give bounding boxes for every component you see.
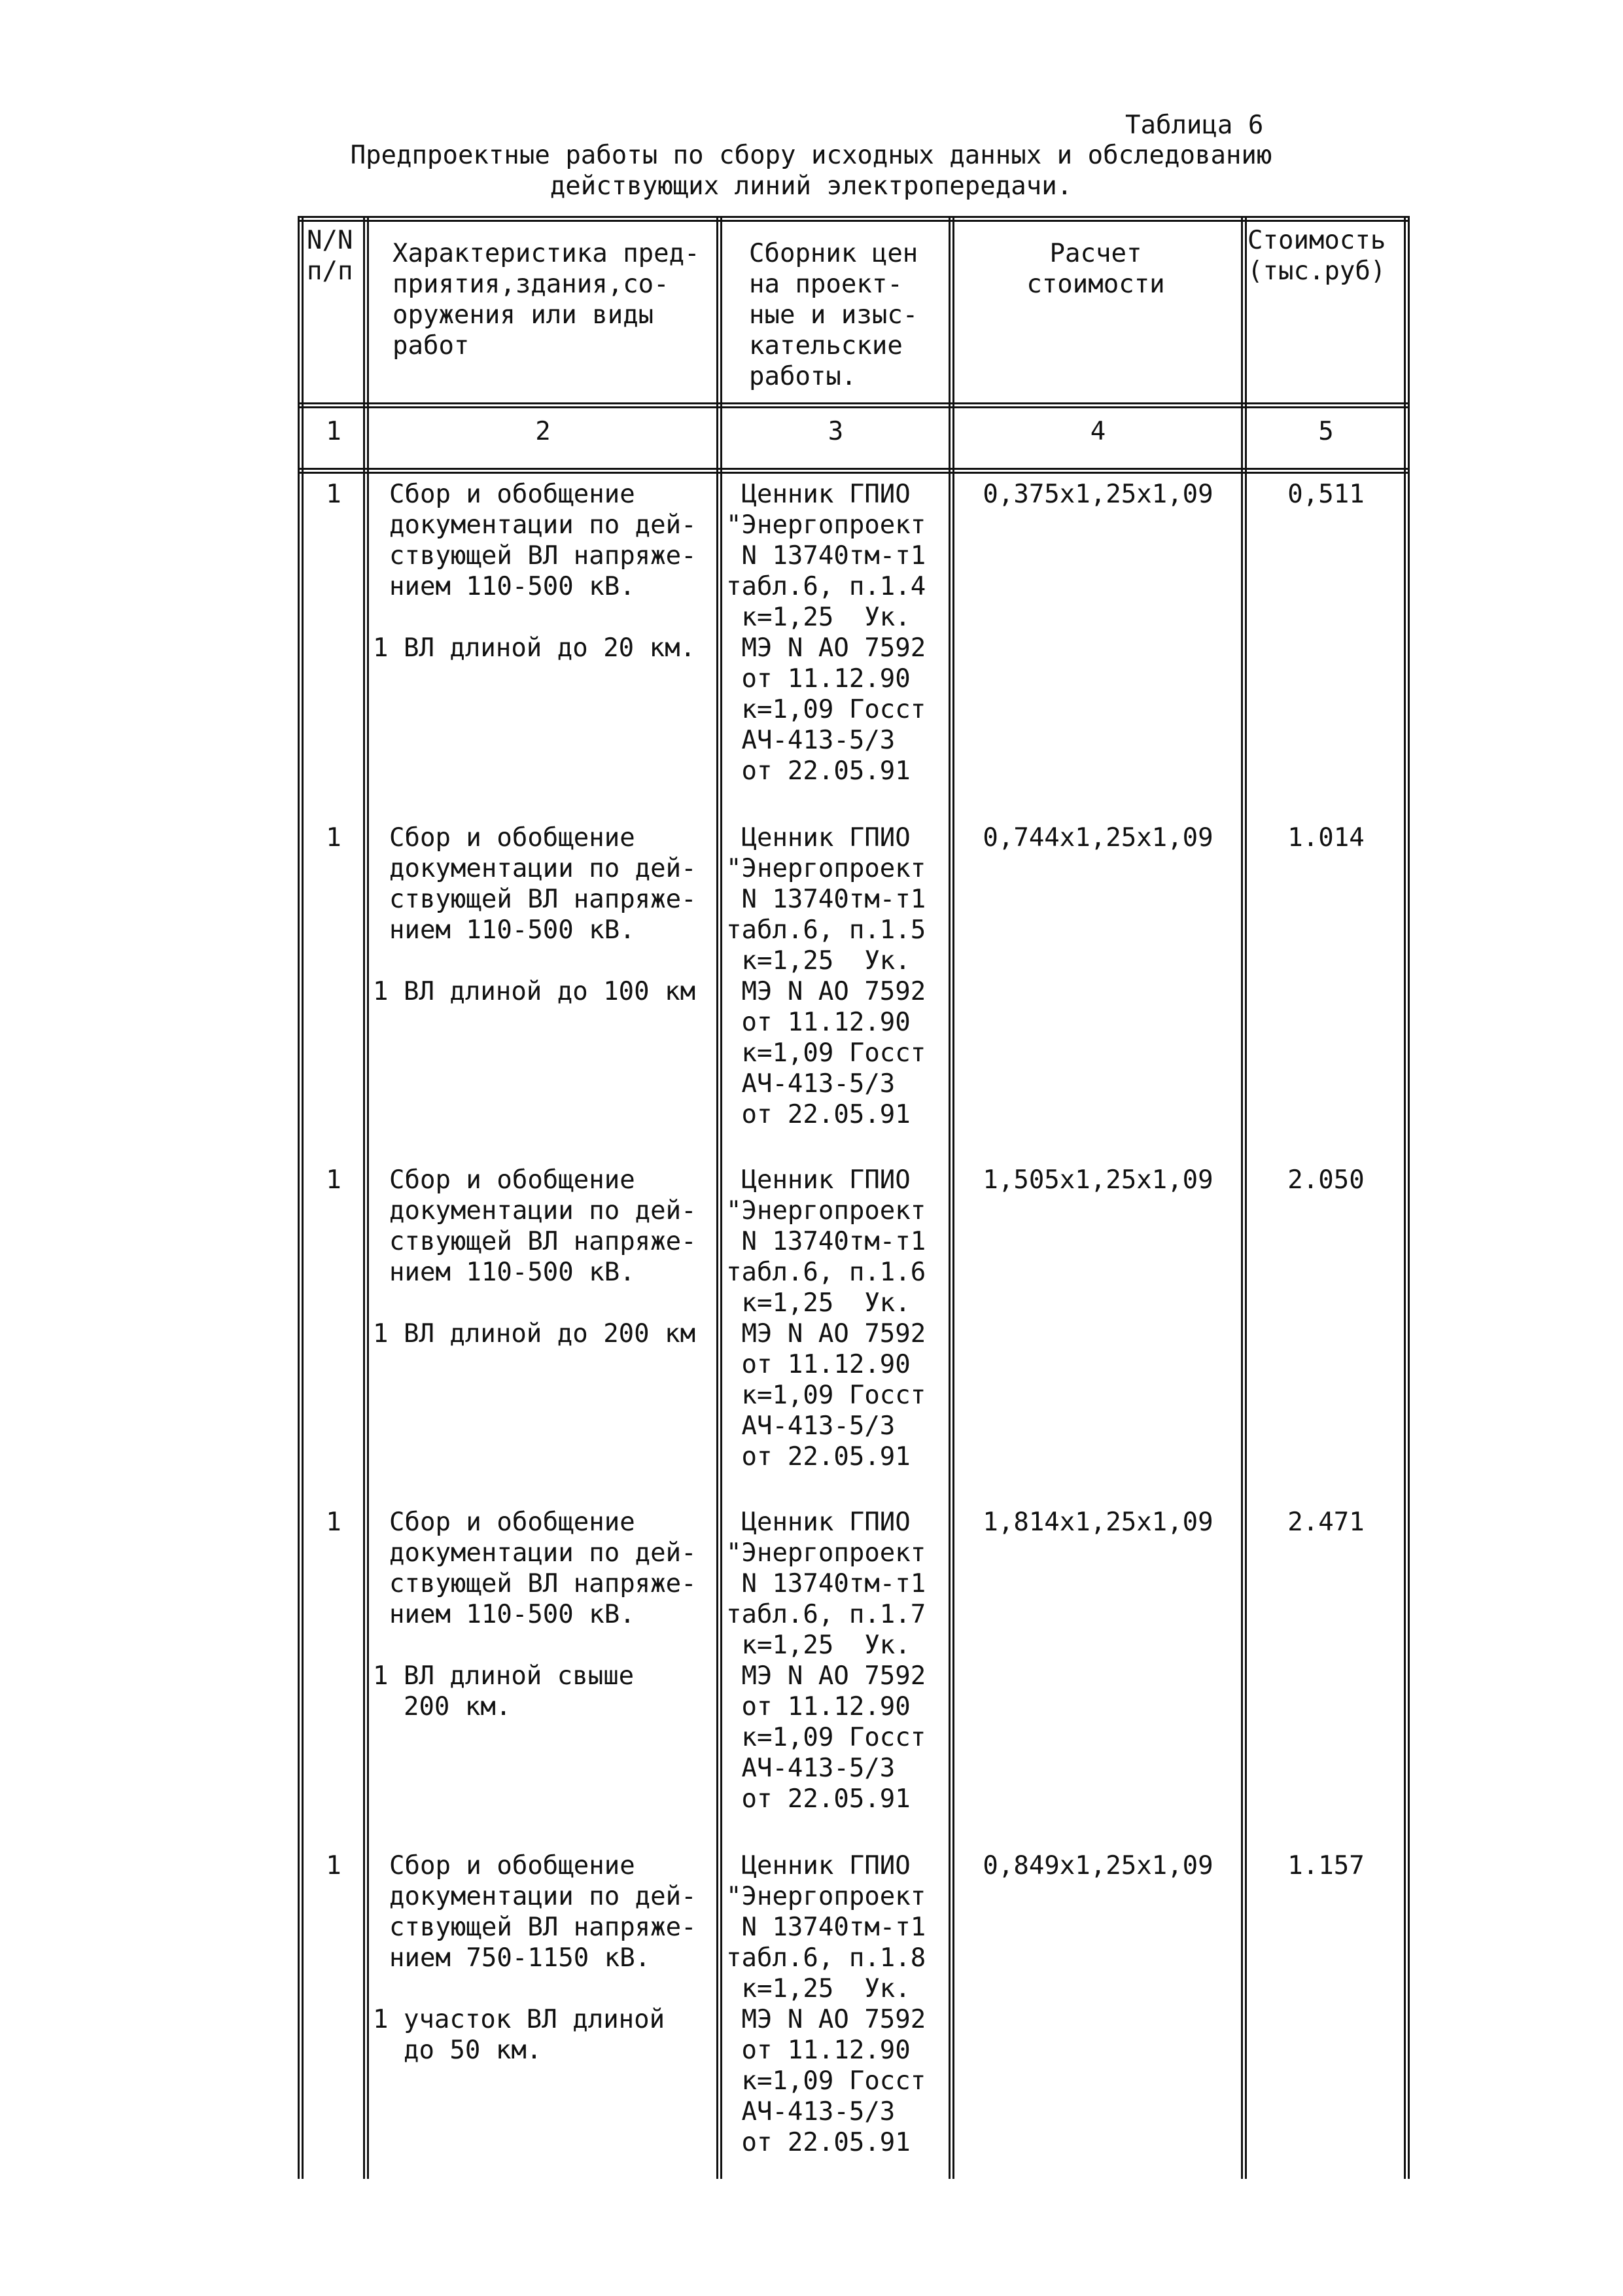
row-source: Ценник ГПИО "Энергопроект N 13740тм-т1 табл.6, п.1.5 к=1,25 Ук. МЭ N АО 7592 от 11.12.90 к=1,09 Госст АЧ-413-5/3 от 22.05.91 [726, 823, 926, 1129]
row-description: Сбор и обобщение документации по дей- ствующей ВЛ напряже- нием 110-500 кВ. [389, 823, 697, 945]
column-number-2: 2 [535, 417, 551, 446]
header-bottom-rule [298, 402, 1410, 408]
row-cost: 0,511 [1287, 480, 1365, 509]
row-description-sub: 1 ВЛ длиной до 200 км [373, 1319, 696, 1349]
column-number-bottom-rule [298, 468, 1410, 474]
header-col-number: N/N п/п [307, 226, 353, 286]
row-description-sub: 1 ВЛ длиной до 20 км. [373, 633, 696, 663]
table-divider-2 [716, 216, 722, 2179]
row-calculation: 1,814х1,25х1,09 [983, 1508, 1213, 1537]
column-number-5: 5 [1318, 417, 1334, 446]
table-divider-1 [363, 216, 369, 2179]
row-source: Ценник ГПИО "Энергопроект N 13740тм-т1 табл.6, п.1.8 к=1,25 Ук. МЭ N АО 7592 от 11.12.90 к=1,09 Госст АЧ-413-5/3 от 22.05.91 [726, 1851, 926, 2157]
row-cost: 1.014 [1287, 823, 1365, 853]
table-divider-3 [949, 216, 954, 2179]
row-description: Сбор и обобщение документации по дей- ствующей ВЛ напряже- нием 750-1150 кВ. [389, 1851, 697, 1973]
row-source: Ценник ГПИО "Энергопроект N 13740тм-т1 табл.6, п.1.4 к=1,25 Ук. МЭ N АО 7592 от 11.12.90 к=1,09 Госст АЧ-413-5/3 от 22.05.91 [726, 480, 926, 786]
row-source: Ценник ГПИО "Энергопроект N 13740тм-т1 табл.6, п.1.6 к=1,25 Ук. МЭ N АО 7592 от 11.12.90 к=1,09 Госст АЧ-413-5/3 от 22.05.91 [726, 1165, 926, 1472]
column-number-3: 3 [828, 417, 844, 446]
table-border-right [1404, 216, 1410, 2179]
row-calculation: 1,505х1,25х1,09 [983, 1165, 1213, 1195]
row-calculation: 0,744х1,25х1,09 [983, 823, 1213, 853]
table-border-left [298, 216, 304, 2179]
row-calculation: 0,375х1,25х1,09 [983, 480, 1213, 509]
row-cost: 2.050 [1287, 1165, 1365, 1195]
table-border-top [298, 216, 1410, 222]
table-divider-4 [1241, 216, 1247, 2179]
column-number-1: 1 [326, 417, 341, 446]
row-calculation: 0,849х1,25х1,09 [983, 1851, 1213, 1881]
document-title-line-1: Предпроектные работы по сбору исходных данных и обследованию [350, 141, 1272, 170]
row-description-sub: 1 ВЛ длиной свыше 200 км. [373, 1661, 635, 1722]
header-col-cost: Стоимость (тыс.руб) [1248, 226, 1386, 286]
row-number: 1 [326, 1508, 341, 1537]
row-cost: 1.157 [1287, 1851, 1365, 1881]
cost-table [298, 216, 1410, 2179]
row-source: Ценник ГПИО "Энергопроект N 13740тм-т1 табл.6, п.1.7 к=1,25 Ук. МЭ N АО 7592 от 11.12.90 к=1,09 Госст АЧ-413-5/3 от 22.05.91 [726, 1508, 926, 1814]
row-description-sub: 1 участок ВЛ длиной до 50 км. [373, 2005, 665, 2065]
header-col-description: Характеристика пред- приятия,здания,со- оружения или виды работ [393, 239, 700, 361]
row-description: Сбор и обобщение документации по дей- ствующей ВЛ напряже- нием 110-500 кВ. [389, 1165, 697, 1287]
column-number-4: 4 [1090, 417, 1106, 446]
row-number: 1 [326, 480, 341, 509]
row-number: 1 [326, 823, 341, 853]
header-col-source: Сборник цен на проект- ные и изыс- кательские работы. [749, 239, 918, 391]
header-col-calculation: Расчет стоимости [1026, 239, 1165, 299]
table-label: Таблица 6 [1125, 111, 1264, 140]
document-title-line-2: действующих линий электропередачи. [550, 171, 1073, 201]
row-number: 1 [326, 1851, 341, 1881]
row-description: Сбор и обобщение документации по дей- ствующей ВЛ напряже- нием 110-500 кВ. [389, 480, 697, 601]
row-cost: 2.471 [1287, 1508, 1365, 1537]
row-number: 1 [326, 1165, 341, 1195]
row-description: Сбор и обобщение документации по дей- ствующей ВЛ напряже- нием 110-500 кВ. [389, 1508, 697, 1629]
row-description-sub: 1 ВЛ длиной до 100 км [373, 977, 696, 1006]
